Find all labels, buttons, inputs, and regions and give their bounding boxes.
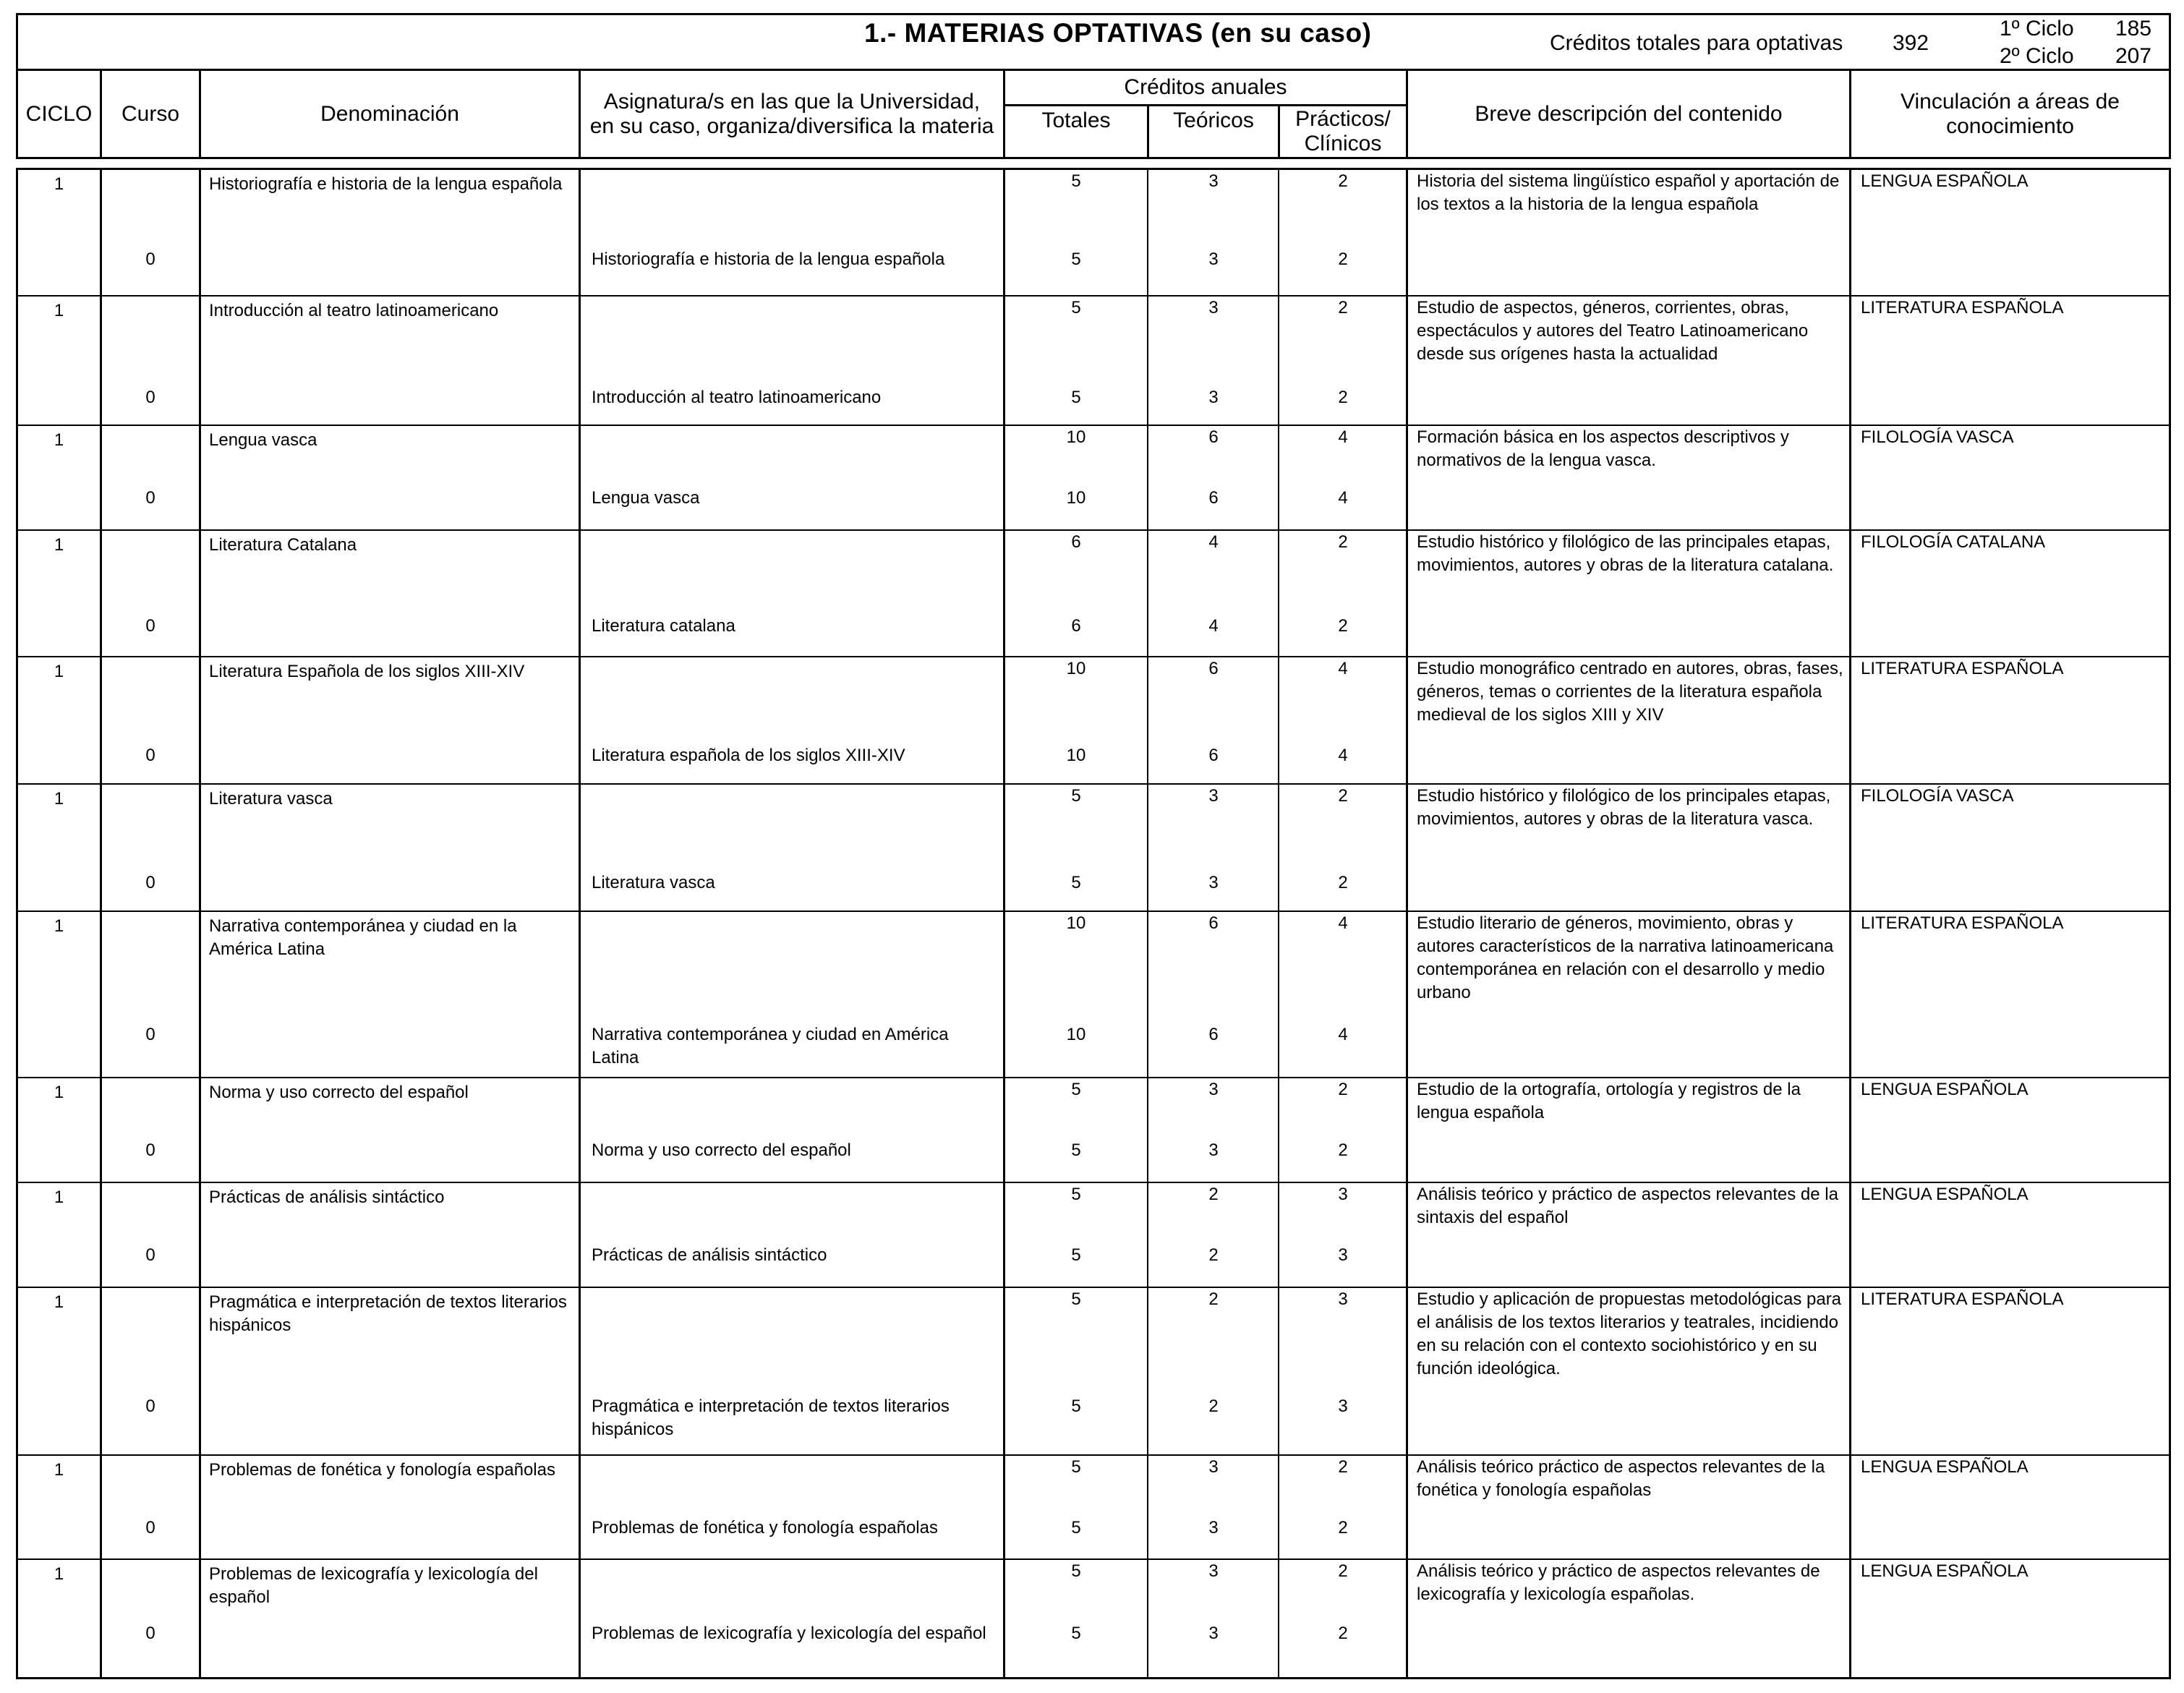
table-row bbox=[18, 912, 2169, 1078]
cell-totales: 5 bbox=[1071, 1289, 1081, 1309]
cell-totales: 10 bbox=[1066, 427, 1086, 447]
cell-sub-practicos: 2 bbox=[1338, 616, 1348, 636]
cell-ciclo: 1 bbox=[54, 1460, 64, 1480]
cell-totales: 5 bbox=[1071, 1080, 1081, 1099]
cell-sub-practicos: 2 bbox=[1338, 873, 1348, 892]
cell-teoricos: 2 bbox=[1208, 1185, 1219, 1204]
header-teoricos: Teóricos bbox=[1173, 108, 1254, 132]
cell-teoricos: 3 bbox=[1208, 1457, 1219, 1477]
cell-totales: 10 bbox=[1066, 659, 1086, 678]
cell-ciclo: 1 bbox=[54, 1083, 64, 1102]
cell-ciclo: 1 bbox=[54, 430, 64, 450]
cell-sub-teoricos: 3 bbox=[1208, 250, 1219, 269]
cell-vinculacion: LITERATURA ESPAÑOLA bbox=[1861, 1289, 2064, 1309]
header-practicos: Prácticos/ Clínicos bbox=[1295, 107, 1391, 155]
header-divider bbox=[579, 71, 581, 157]
cell-practicos: 2 bbox=[1338, 1561, 1348, 1581]
cell-asignatura: Historiografía e historia de la lengua española bbox=[592, 250, 945, 269]
cell-descripcion: Análisis teórico práctico de aspectos relevantes de la fonética y fonología españolas bbox=[1417, 1457, 1825, 1500]
cell-practicos: 4 bbox=[1338, 427, 1348, 447]
cell-vinculacion: FILOLOGÍA VASCA bbox=[1861, 786, 2014, 806]
cell-totales: 5 bbox=[1071, 171, 1081, 191]
cell-sub-practicos: 3 bbox=[1338, 1396, 1348, 1416]
cell-teoricos: 4 bbox=[1208, 532, 1219, 552]
cell-teoricos: 6 bbox=[1208, 659, 1219, 678]
cell-curso: 0 bbox=[145, 250, 155, 269]
cell-practicos: 2 bbox=[1338, 298, 1348, 317]
cell-descripcion: Estudio de aspectos, géneros, corrientes, obras, espectáculos y autores del Teatro Latinoamericano desde sus orígenes hasta la actualidad bbox=[1417, 298, 1809, 364]
cell-asignatura: Problemas de fonética y fonología españolas bbox=[592, 1518, 938, 1538]
cell-vinculacion: LITERATURA ESPAÑOLA bbox=[1861, 913, 2064, 933]
cell-vinculacion: LITERATURA ESPAÑOLA bbox=[1861, 659, 2064, 678]
cell-ciclo: 1 bbox=[54, 1564, 64, 1584]
title-bar bbox=[16, 13, 2171, 71]
cell-teoricos: 6 bbox=[1208, 427, 1219, 447]
total-credits-value: 392 bbox=[1893, 31, 1929, 55]
header-descripcion: Breve descripción del contenido bbox=[1475, 101, 1783, 126]
cell-vinculacion: FILOLOGÍA VASCA bbox=[1861, 427, 2014, 447]
cell-teoricos: 3 bbox=[1208, 171, 1219, 191]
cell-sub-teoricos: 3 bbox=[1208, 1518, 1219, 1538]
cell-asignatura: Introducción al teatro latinoamericano bbox=[592, 388, 882, 407]
cell-asignatura: Literatura vasca bbox=[592, 873, 715, 892]
cell-ciclo: 1 bbox=[54, 174, 64, 194]
cell-denominacion: Pragmática e interpretación de textos literarios hispánicos bbox=[209, 1292, 567, 1335]
cell-descripcion: Estudio y aplicación de propuestas metodológicas para el análisis de los textos literarios y teatrales, incidiendo en su relación con el contexto sociohistórico y en su función ideológica. bbox=[1417, 1289, 1842, 1378]
cell-descripcion: Estudio monográfico centrado en autores, obras, fases, géneros, temas o corrientes de la literatura española medieval de los siglos XIII y XIV bbox=[1417, 659, 1843, 725]
cell-curso: 0 bbox=[145, 488, 155, 508]
cell-sub-totales: 10 bbox=[1066, 1025, 1086, 1044]
cell-practicos: 2 bbox=[1338, 1457, 1348, 1477]
cell-asignatura: Problemas de lexicografía y lexicología del español bbox=[592, 1624, 986, 1643]
header-asignatura: Asignatura/s en las que la Universidad, en su caso, organiza/diversifica la materia bbox=[589, 89, 994, 138]
cell-sub-totales: 5 bbox=[1071, 873, 1081, 892]
cell-sub-practicos: 4 bbox=[1338, 746, 1348, 765]
cell-sub-practicos: 2 bbox=[1338, 1140, 1348, 1160]
header-ciclo: CICLO bbox=[25, 101, 93, 126]
cell-practicos: 3 bbox=[1338, 1289, 1348, 1309]
cell-sub-teoricos: 3 bbox=[1208, 388, 1219, 407]
cell-ciclo: 1 bbox=[54, 916, 64, 936]
cell-curso: 0 bbox=[145, 1245, 155, 1265]
cell-descripcion: Historia del sistema lingüístico español y aportación de los textos a la historia de la lengua española bbox=[1417, 171, 1840, 214]
cell-ciclo: 1 bbox=[54, 535, 64, 555]
document-title: 1.- MATERIAS OPTATIVAS (en su caso) bbox=[864, 18, 1372, 48]
table-header bbox=[16, 71, 2171, 159]
cell-sub-totales: 5 bbox=[1071, 1140, 1081, 1160]
ciclo1-label: 1º Ciclo bbox=[2000, 17, 2074, 40]
cell-vinculacion: LENGUA ESPAÑOLA bbox=[1861, 1080, 2029, 1099]
cell-totales: 5 bbox=[1071, 298, 1081, 317]
cell-sub-totales: 5 bbox=[1071, 388, 1081, 407]
cell-asignatura: Norma y uso correcto del español bbox=[592, 1140, 851, 1160]
cell-sub-totales: 5 bbox=[1071, 1518, 1081, 1538]
cell-curso: 0 bbox=[145, 1025, 155, 1044]
cell-sub-totales: 5 bbox=[1071, 1396, 1081, 1416]
cell-sub-teoricos: 3 bbox=[1208, 873, 1219, 892]
cell-asignatura: Pragmática e interpretación de textos literarios hispánicos bbox=[592, 1396, 950, 1439]
cell-descripcion: Análisis teórico y práctico de aspectos relevantes de la sintaxis del español bbox=[1417, 1185, 1838, 1227]
cell-asignatura: Lengua vasca bbox=[592, 488, 700, 508]
cell-sub-practicos: 4 bbox=[1338, 1025, 1348, 1044]
cell-sub-practicos: 4 bbox=[1338, 488, 1348, 508]
cell-ciclo: 1 bbox=[54, 1187, 64, 1207]
table-row bbox=[18, 1183, 2169, 1288]
cell-practicos: 4 bbox=[1338, 913, 1348, 933]
cell-sub-teoricos: 6 bbox=[1208, 488, 1219, 508]
cell-curso: 0 bbox=[145, 1518, 155, 1538]
total-credits-label: Créditos totales para optativas bbox=[1550, 31, 1843, 55]
cell-denominacion: Norma y uso correcto del español bbox=[209, 1083, 469, 1102]
cell-sub-teoricos: 2 bbox=[1208, 1245, 1219, 1265]
cell-denominacion: Lengua vasca bbox=[209, 430, 317, 450]
cell-ciclo: 1 bbox=[54, 789, 64, 809]
cell-denominacion: Problemas de fonética y fonología españolas bbox=[209, 1460, 555, 1480]
cell-sub-teoricos: 4 bbox=[1208, 616, 1219, 636]
cell-teoricos: 3 bbox=[1208, 786, 1219, 806]
cell-vinculacion: LENGUA ESPAÑOLA bbox=[1861, 171, 2029, 191]
cell-teoricos: 3 bbox=[1208, 1561, 1219, 1581]
cell-teoricos: 3 bbox=[1208, 1080, 1219, 1099]
cell-curso: 0 bbox=[145, 1396, 155, 1416]
cell-sub-teoricos: 3 bbox=[1208, 1624, 1219, 1643]
cell-curso: 0 bbox=[145, 1140, 155, 1160]
cell-practicos: 3 bbox=[1338, 1185, 1348, 1204]
cell-sub-teoricos: 6 bbox=[1208, 746, 1219, 765]
cell-curso: 0 bbox=[145, 388, 155, 407]
cell-denominacion: Literatura Española de los siglos XIII-XIV bbox=[209, 662, 525, 681]
cell-practicos: 2 bbox=[1338, 532, 1348, 552]
ciclo2-label: 2º Ciclo bbox=[2000, 44, 2074, 68]
cell-asignatura: Narrativa contemporánea y ciudad en América Latina bbox=[592, 1025, 949, 1067]
cell-ciclo: 1 bbox=[54, 1292, 64, 1312]
ciclo1-value: 185 bbox=[2115, 17, 2152, 40]
cell-sub-practicos: 3 bbox=[1338, 1245, 1348, 1265]
cell-descripcion: Estudio literario de géneros, movimiento, obras y autores característicos de la narrativa latinoamericana contemporánea en relación con el desarrollo y medio urbano bbox=[1417, 913, 1834, 1002]
cell-vinculacion: LITERATURA ESPAÑOLA bbox=[1861, 298, 2064, 317]
cell-denominacion: Prácticas de análisis sintáctico bbox=[209, 1187, 445, 1207]
table-row bbox=[18, 657, 2169, 785]
cell-sub-practicos: 2 bbox=[1338, 388, 1348, 407]
header-totales: Totales bbox=[1041, 108, 1111, 132]
cell-asignatura: Prácticas de análisis sintáctico bbox=[592, 1245, 827, 1265]
cell-practicos: 2 bbox=[1338, 171, 1348, 191]
header-vinculacion: Vinculación a áreas de conocimiento bbox=[1901, 89, 2120, 138]
cell-sub-totales: 10 bbox=[1066, 488, 1086, 508]
cell-sub-practicos: 2 bbox=[1338, 250, 1348, 269]
cell-denominacion: Historiografía e historia de la lengua española bbox=[209, 174, 563, 194]
cell-denominacion: Problemas de lexicografía y lexicología del español bbox=[209, 1564, 538, 1607]
cell-ciclo: 1 bbox=[54, 662, 64, 681]
cell-vinculacion: LENGUA ESPAÑOLA bbox=[1861, 1561, 2029, 1581]
cell-asignatura: Literatura española de los siglos XIII-XIV bbox=[592, 746, 905, 765]
header-curso: Curso bbox=[121, 101, 180, 126]
cell-sub-practicos: 2 bbox=[1338, 1624, 1348, 1643]
cell-sub-totales: 5 bbox=[1071, 1624, 1081, 1643]
table-row bbox=[18, 1560, 2169, 1677]
cell-denominacion: Narrativa contemporánea y ciudad en la América Latina bbox=[209, 916, 517, 959]
cell-descripcion: Formación básica en los aspectos descriptivos y normativos de la lengua vasca. bbox=[1417, 427, 1789, 470]
cell-totales: 5 bbox=[1071, 1185, 1081, 1204]
table-row bbox=[18, 170, 2169, 297]
cell-totales: 5 bbox=[1071, 786, 1081, 806]
cell-vinculacion: LENGUA ESPAÑOLA bbox=[1861, 1457, 2029, 1477]
header-denominacion: Denominación bbox=[320, 101, 459, 126]
cell-sub-practicos: 2 bbox=[1338, 1518, 1348, 1538]
cell-sub-totales: 10 bbox=[1066, 746, 1086, 765]
cell-sub-totales: 6 bbox=[1071, 616, 1081, 636]
table-row bbox=[18, 785, 2169, 912]
cell-curso: 0 bbox=[145, 746, 155, 765]
cell-descripcion: Estudio de la ortografía, ortología y registros de la lengua española bbox=[1417, 1080, 1801, 1122]
cell-totales: 5 bbox=[1071, 1457, 1081, 1477]
cell-curso: 0 bbox=[145, 616, 155, 636]
cell-denominacion: Literatura vasca bbox=[209, 789, 333, 809]
cell-practicos: 2 bbox=[1338, 1080, 1348, 1099]
table-row bbox=[18, 1078, 2169, 1183]
cell-asignatura: Literatura catalana bbox=[592, 616, 735, 636]
cell-descripcion: Análisis teórico y práctico de aspectos relevantes de lexicografía y lexicología españolas. bbox=[1417, 1561, 1820, 1604]
cell-totales: 10 bbox=[1066, 913, 1086, 933]
cell-totales: 5 bbox=[1071, 1561, 1081, 1581]
cell-descripcion: Estudio histórico y filológico de las principales etapas, movimientos, autores y obras de la literatura catalana. bbox=[1417, 532, 1834, 575]
cell-practicos: 4 bbox=[1338, 659, 1348, 678]
cell-teoricos: 6 bbox=[1208, 913, 1219, 933]
cell-sub-totales: 5 bbox=[1071, 250, 1081, 269]
cell-sub-teoricos: 2 bbox=[1208, 1396, 1219, 1416]
cell-denominacion: Introducción al teatro latinoamericano bbox=[209, 301, 499, 320]
cell-teoricos: 3 bbox=[1208, 298, 1219, 317]
cell-ciclo: 1 bbox=[54, 301, 64, 320]
cell-sub-totales: 5 bbox=[1071, 1245, 1081, 1265]
table-row bbox=[18, 1456, 2169, 1560]
cell-practicos: 2 bbox=[1338, 786, 1348, 806]
table-row bbox=[18, 426, 2169, 531]
cell-denominacion: Literatura Catalana bbox=[209, 535, 357, 555]
cell-curso: 0 bbox=[145, 1624, 155, 1643]
table-row bbox=[18, 531, 2169, 657]
cell-descripcion: Estudio histórico y filológico de los principales etapas, movimientos, autores y obras de la literatura vasca. bbox=[1417, 786, 1831, 829]
cell-curso: 0 bbox=[145, 873, 155, 892]
cell-sub-teoricos: 3 bbox=[1208, 1140, 1219, 1160]
cell-sub-teoricos: 6 bbox=[1208, 1025, 1219, 1044]
cell-vinculacion: LENGUA ESPAÑOLA bbox=[1861, 1185, 2029, 1204]
cell-vinculacion: FILOLOGÍA CATALANA bbox=[1861, 532, 2046, 552]
table-row bbox=[18, 297, 2169, 426]
cell-teoricos: 2 bbox=[1208, 1289, 1219, 1309]
cell-totales: 6 bbox=[1071, 532, 1081, 552]
table-row bbox=[18, 1288, 2169, 1456]
ciclo2-value: 207 bbox=[2115, 44, 2152, 68]
table-body bbox=[16, 168, 2171, 1679]
header-creditos-anuales: Créditos anuales bbox=[1124, 75, 1287, 99]
